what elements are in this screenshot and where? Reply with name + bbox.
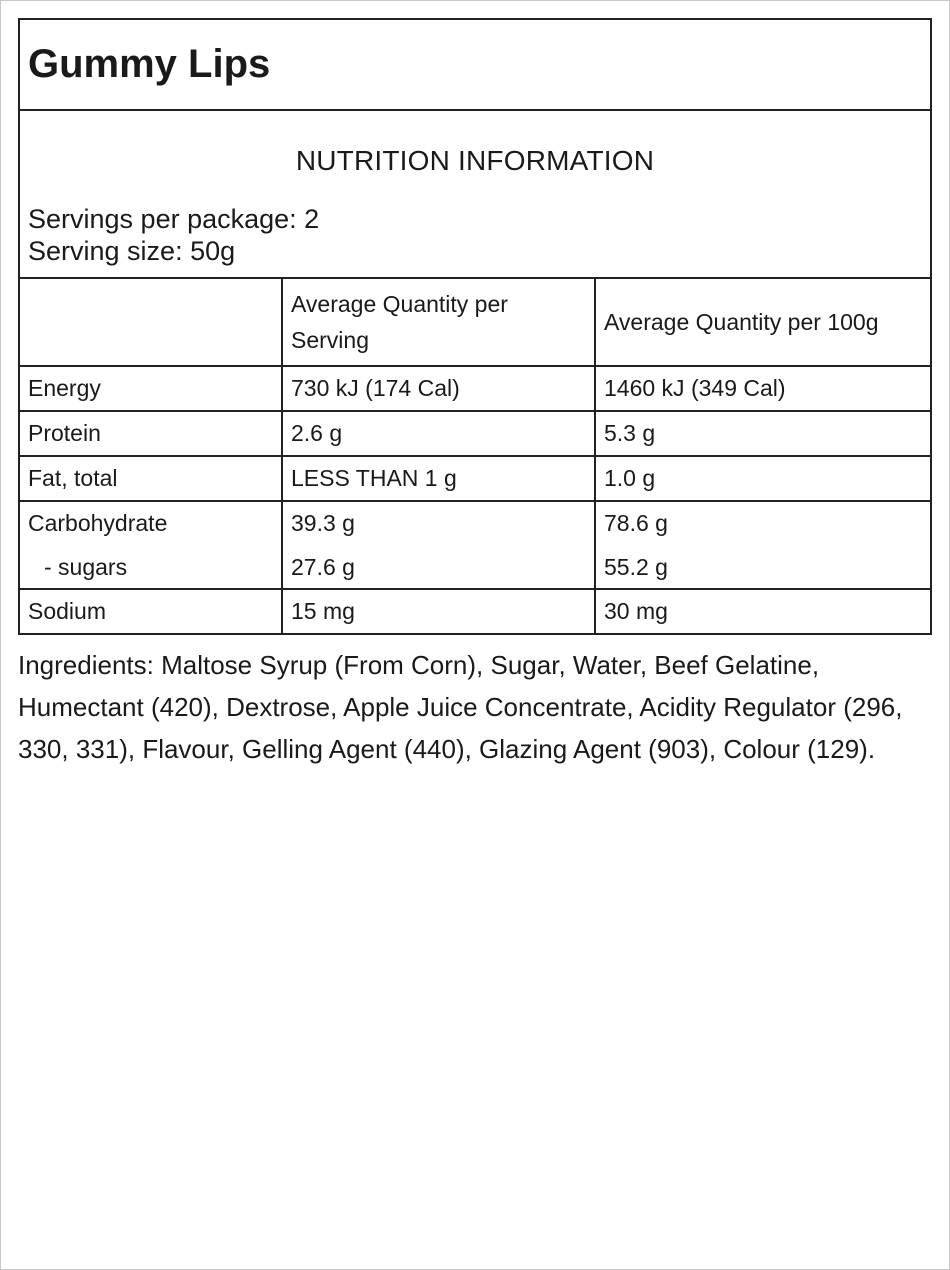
servings-per-package: Servings per package: 2	[28, 204, 320, 234]
servings-block	[28, 203, 319, 267]
nutrition-table	[20, 277, 930, 633]
sub-nutrient-name: - sugars	[44, 554, 128, 580]
product-title: Gummy Lips	[28, 42, 271, 86]
nutrient-name: Protein	[20, 411, 282, 456]
nutrient-name-group	[20, 501, 282, 589]
per-100g-value: 1460 kJ (349 Cal)	[595, 366, 930, 411]
ingredients-text: Ingredients: Maltose Syrup (From Corn), Sugar, Water, Beef Gelatine, Humectant (420), Dextrose, Apple Juice Concentrate, Acidity Regulator (296, 330, 331), Flavour, Gelling Agent (440), Glazing Agent (903), Colour (129).	[18, 650, 903, 764]
table-row	[20, 366, 930, 411]
nutrition-panel	[18, 18, 932, 635]
nutrient-name: Sodium	[20, 589, 282, 633]
per-100g-value: 30 mg	[595, 589, 930, 633]
serving-size: Serving size: 50g	[28, 236, 236, 266]
per-100g-value-group	[595, 501, 930, 589]
column-header-nutrient	[20, 278, 282, 366]
nutrient-name: Energy	[20, 366, 282, 411]
nutrition-header	[20, 111, 930, 277]
column-header-per-100g: Average Quantity per 100g	[595, 278, 930, 366]
table-row	[20, 411, 930, 456]
per-100g-value: 1.0 g	[595, 456, 930, 501]
nutrient-name: Carbohydrate	[28, 510, 168, 536]
table-row	[20, 456, 930, 501]
per-serving-value: 27.6 g	[291, 554, 355, 580]
nutrient-name: Fat, total	[20, 456, 282, 501]
nutrition-heading: NUTRITION INFORMATION	[295, 145, 655, 176]
table-row	[20, 501, 930, 589]
nutrition-information-box	[18, 111, 932, 635]
per-serving-value: 15 mg	[282, 589, 595, 633]
per-100g-value: 55.2 g	[604, 554, 668, 580]
per-100g-value: 78.6 g	[604, 510, 668, 536]
per-serving-value-group	[282, 501, 595, 589]
table-header-row	[20, 278, 930, 366]
per-100g-value: 5.3 g	[595, 411, 930, 456]
table-row	[20, 589, 930, 633]
per-serving-value: LESS THAN 1 g	[282, 456, 595, 501]
title-box	[18, 18, 932, 111]
per-serving-value: 39.3 g	[291, 510, 355, 536]
per-serving-value: 730 kJ (174 Cal)	[282, 366, 595, 411]
column-header-per-serving: Average Quantity per Serving	[282, 278, 595, 366]
per-serving-value: 2.6 g	[282, 411, 595, 456]
